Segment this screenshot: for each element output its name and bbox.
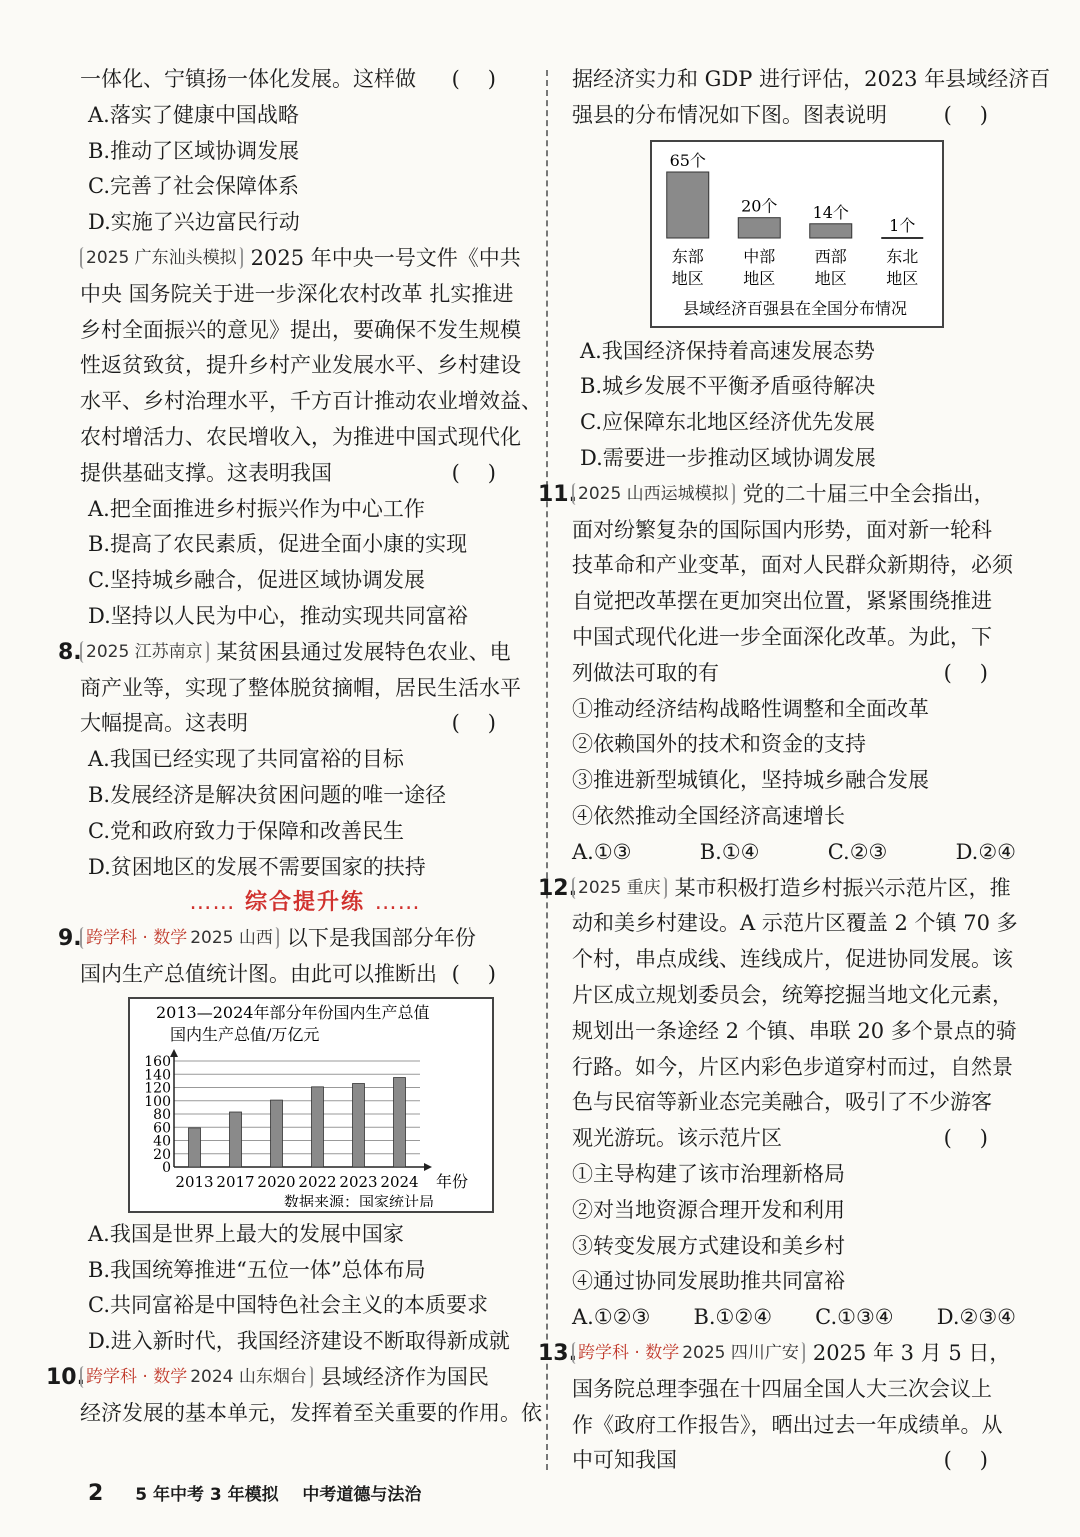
q12-choice-d[interactable]: D.②③④	[936, 1305, 1016, 1330]
q6-option-a[interactable]: A.落实了健康中国战略	[88, 102, 299, 127]
q12-item: ④通过协同发展助推共同富裕	[572, 1269, 845, 1294]
y-tick-label: 80	[153, 1106, 171, 1123]
q10-stem-line: 县域经济作为国民	[320, 1364, 489, 1389]
q10-stem-line: 据经济实力和 GDP 进行评估，2023 年县域经济百	[572, 67, 1051, 91]
gdp-bar	[189, 1128, 201, 1167]
q12-source-tag: 2025 重庆	[572, 877, 667, 899]
county-bar	[667, 172, 709, 238]
q12-stem-line: 规划出一条途经 2 个镇、串联 20 多个景点的骑	[572, 1018, 1017, 1043]
section-title	[80, 885, 530, 921]
y-tick-label: 60	[153, 1119, 171, 1136]
question-number: 9.	[58, 926, 82, 952]
q9-option-d[interactable]: D.进入新时代，我国经济建设不断取得新成就	[88, 1329, 510, 1354]
y-tick-label: 0	[162, 1159, 171, 1176]
question-8	[58, 635, 530, 886]
q11-stem-line: 党的二十届三中全会指出，	[742, 481, 995, 506]
q8-option-c[interactable]: C.党和政府致力于保障和改善民生	[88, 818, 404, 843]
q6-option-d[interactable]: D.实施了兴边富民行动	[88, 210, 300, 235]
x-tick-label: 2017	[216, 1172, 255, 1191]
question-10-rest	[572, 62, 1051, 477]
q7-stem-line: 性返贫致贫，提升乡村产业发展水平、乡村建设	[80, 353, 521, 378]
x-tick-label: 2022	[298, 1172, 337, 1191]
chart-title: 2013—2024年部分年份国内生产总值	[156, 1002, 430, 1022]
q10-source-tag	[80, 1366, 313, 1388]
y-tick-label: 120	[144, 1080, 171, 1097]
q12-choices	[572, 1300, 1022, 1336]
county-bar	[738, 217, 780, 237]
book-title: 5 年中考 3 年模拟	[135, 1485, 279, 1505]
question-6-tail	[80, 62, 530, 241]
y-tick-label: 140	[144, 1066, 171, 1083]
q7-option-c[interactable]: C.坚持城乡融合，促进区域协调发展	[88, 568, 425, 593]
question-12	[538, 871, 1022, 1336]
data-label: 14个	[812, 202, 849, 222]
q12-stem-line: 色与民宿等新业态完美融合，吸引了不少游客	[572, 1090, 992, 1115]
q11-item: ①推动经济结构战略性调整和全面改革	[572, 696, 929, 721]
q7-stem-line: 中央 国务院关于进一步深化农村改革 扎实推进	[80, 281, 514, 306]
q9-option-b[interactable]: B.我国统筹推进“五位一体”总体布局	[88, 1257, 426, 1282]
gdp-bar	[353, 1083, 365, 1166]
q13-stem-line: 国务院总理李强在十四届全国人大三次会议上	[572, 1376, 992, 1401]
q12-stem-line: 某市积极打造乡村振兴示范片区，推	[674, 875, 1011, 900]
data-label: 1个	[889, 215, 916, 235]
q9-stem-line: 以下是我国部分年份	[286, 926, 476, 951]
q12-choice-c[interactable]: C.①③④	[815, 1305, 894, 1330]
section-dots-right: ……	[374, 890, 421, 916]
q11-choices	[572, 835, 1022, 871]
question-7	[80, 241, 542, 635]
q11-stem-line: 面对纷繁复杂的国际国内形势，面对新一轮科	[572, 517, 992, 542]
q8-source-tag: 2025 江苏南京	[80, 641, 209, 663]
answer-blank[interactable]: ()	[943, 1126, 1016, 1151]
q7-option-b[interactable]: B.提高了农民素质，促进全面小康的实现	[88, 532, 468, 557]
q12-stem-line: 观光游玩。该示范片区	[572, 1126, 782, 1151]
q9-source-tag	[80, 927, 279, 949]
x-tick-label: 2013	[175, 1172, 214, 1191]
q10-tag-source: 2024 山东烟台	[190, 1366, 307, 1387]
y-axis-label: 国内生产总值/万亿元	[170, 1024, 320, 1044]
q13-stem-line: 作《政府工作报告》，晒出过去一年成绩单。从	[572, 1412, 1003, 1437]
q12-stem-line: 个村，串点成线、连线成片，促进协同发展。该	[572, 947, 1013, 972]
q11-choice-c[interactable]: C.②③	[827, 839, 888, 864]
category-label: 西部	[814, 246, 847, 266]
category-label: 东部	[671, 246, 704, 266]
question-13	[538, 1336, 1022, 1479]
right-column	[538, 62, 1051, 1479]
q12-choice-a[interactable]: A.①②③	[572, 1305, 651, 1330]
q10-option-a[interactable]: A.我国经济保持着高速发展态势	[580, 338, 875, 363]
q7-stem-line: 提供基础支撑。这表明我国	[80, 460, 332, 485]
question-number: 13.	[538, 1340, 577, 1366]
category-label: 地区	[814, 268, 847, 288]
q8-stem-line: 大幅提高。这表明	[80, 711, 248, 736]
q11-stem-line: 技革命和产业变革，面对人民群众新期待，必须	[572, 553, 1013, 578]
q12-stem-line: 动和美乡村建设。A 示范片区覆盖 2 个镇 70 多	[572, 911, 1018, 936]
left-column	[46, 62, 542, 1432]
q11-item: ②依赖国外的技术和资金的支持	[572, 732, 866, 757]
q11-choice-a[interactable]: A.①③	[572, 839, 632, 864]
page-number: 2	[88, 1481, 104, 1506]
category-label: 地区	[743, 268, 776, 288]
x-tick-label: 2023	[339, 1172, 378, 1191]
q9-option-c[interactable]: C.共同富裕是中国特色社会主义的本质要求	[88, 1293, 488, 1318]
county-bar	[810, 223, 852, 237]
x-tick-label: 2024	[380, 1172, 419, 1191]
gdp-chart-svg	[130, 999, 488, 1207]
q11-stem-line: 中国式现代化进一步全面深化改革。为此，下	[572, 624, 992, 649]
answer-blank[interactable]: ()	[943, 660, 1016, 685]
gdp-bar	[271, 1100, 283, 1167]
gdp-bar-chart	[128, 997, 494, 1213]
chart-title: 县域经济百强县在全国分布情况	[682, 298, 908, 318]
county-chart-svg	[652, 142, 938, 322]
q13-tag-source: 2025 四川广安	[682, 1342, 799, 1363]
q9-tag-subject: 跨学科 · 数学	[86, 928, 188, 949]
section-dots-left: ……	[189, 890, 236, 916]
y-axis-arrow	[170, 1049, 178, 1057]
chart-source: 数据来源：国家统计局	[284, 1192, 435, 1207]
q11-stem-line: 列做法可取的有	[572, 660, 719, 685]
q12-choice-b[interactable]: B.①②④	[693, 1305, 773, 1330]
q7-stem-line: 水平、乡村治理水平，千方百计推动农业增效益、	[80, 389, 542, 414]
answer-blank[interactable]: ()	[451, 711, 524, 736]
x-tick-label: 2020	[257, 1172, 296, 1191]
answer-blank[interactable]: ()	[943, 102, 1016, 127]
question-number: 8.	[58, 639, 82, 665]
q11-item: ④依然推动全国经济高速增长	[572, 803, 845, 828]
q11-choice-b[interactable]: B.①④	[699, 839, 760, 864]
q7-stem-line: 乡村全面振兴的意见》提出，要确保不发生规模	[80, 317, 521, 342]
q12-stem-line: 行路。如今，片区内彩色步道穿村而过，自然景	[572, 1054, 1013, 1079]
q7-option-d[interactable]: D.坚持以人民为中心，推动实现共同富裕	[88, 603, 468, 628]
category-label: 地区	[671, 268, 704, 288]
q10-option-d[interactable]: D.需要进一步推动区域协调发展	[580, 445, 876, 470]
q13-source-tag	[572, 1342, 805, 1364]
question-9	[58, 921, 530, 1360]
q10-tag-subject: 跨学科 · 数学	[86, 1366, 188, 1387]
q10-option-b[interactable]: B.城乡发展不平衡矛盾亟待解决	[580, 374, 876, 399]
q8-option-a[interactable]: A.我国已经实现了共同富裕的目标	[88, 747, 404, 772]
q13-tag-subject: 跨学科 · 数学	[578, 1342, 680, 1363]
q8-option-d[interactable]: D.贫困地区的发展不需要国家的扶持	[88, 854, 426, 879]
q6-option-c[interactable]: C.完善了社会保障体系	[88, 174, 299, 199]
q10-option-c[interactable]: C.应保障东北地区经济优先发展	[580, 410, 875, 435]
q11-stem-line: 自觉把改革摆在更加突出位置，紧紧围绕推进	[572, 589, 992, 614]
q11-source-tag: 2025 山西运城模拟	[572, 483, 735, 505]
category-label: 地区	[886, 268, 919, 288]
gdp-bar	[312, 1087, 324, 1167]
y-tick-label: 160	[144, 1053, 171, 1070]
q6-option-b[interactable]: B.推动了区域协调发展	[88, 138, 300, 163]
county-bar-chart	[650, 140, 944, 328]
answer-blank[interactable]: ()	[943, 1448, 1016, 1473]
q9-option-a[interactable]: A.我国是世界上最大的发展中国家	[88, 1221, 404, 1246]
q8-option-b[interactable]: B.发展经济是解决贫困问题的唯一途径	[88, 782, 447, 807]
q8-stem-line: 某贫困县通过发展特色农业、电	[216, 639, 511, 664]
y-tick-label: 100	[144, 1093, 171, 1110]
q13-stem-line: 2025 年 3 月 5 日，	[812, 1340, 1011, 1365]
x-axis-arrow	[424, 1163, 432, 1171]
q9-stem-line: 国内生产总值统计图。由此可以推断出	[80, 961, 437, 986]
x-axis-label: 年份	[436, 1171, 469, 1191]
data-label: 65个	[669, 150, 706, 170]
q7-stem-line: 农村增活力、农民增收入，为推进中国式现代化	[80, 424, 521, 449]
q13-stem-line: 中可知我国	[572, 1448, 677, 1473]
answer-blank[interactable]: ()	[451, 460, 524, 485]
answer-blank[interactable]: ()	[451, 67, 524, 91]
question-10-start	[46, 1360, 542, 1432]
answer-blank[interactable]: ()	[451, 961, 524, 986]
page-footer	[88, 1480, 421, 1506]
column-divider	[546, 70, 548, 1470]
q12-item: ①主导构建了该市治理新格局	[572, 1161, 845, 1186]
q12-item: ②对当地资源合理开发和利用	[572, 1197, 845, 1222]
q6-stem-line: 一体化、宁镇扬一体化发展。这样做	[80, 67, 416, 91]
subject-name: 中考道德与法治	[302, 1485, 422, 1505]
data-label: 20个	[741, 196, 778, 216]
q12-stem-line: 片区成立规划委员会，统筹挖掘当地文化元素，	[572, 982, 1013, 1007]
q7-source-tag: 2025 广东汕头模拟	[80, 247, 243, 269]
q8-stem-line: 商产业等，实现了整体脱贫摘帽，居民生活水平	[80, 675, 521, 700]
q11-choice-d[interactable]: D.②④	[955, 839, 1016, 864]
question-number: 12.	[538, 875, 577, 901]
q7-option-a[interactable]: A.把全面推进乡村振兴作为中心工作	[88, 496, 425, 521]
q9-tag-source: 2025 山西	[190, 928, 273, 949]
q11-item: ③推进新型城镇化，坚持城乡融合发展	[572, 768, 929, 793]
question-number: 11.	[538, 481, 577, 507]
q12-item: ③转变发展方式建设和美乡村	[572, 1233, 845, 1258]
question-number: 10.	[46, 1364, 85, 1390]
section-title-text: 综合提升练	[244, 890, 365, 916]
y-tick-label: 40	[153, 1133, 171, 1150]
category-label: 中部	[743, 246, 776, 266]
gdp-bar	[394, 1077, 406, 1166]
q10-stem-line: 经济发展的基本单元，发挥着至关重要的作用。依	[80, 1400, 542, 1425]
gdp-bar	[230, 1112, 242, 1167]
q10-stem-line: 强县的分布情况如下图。图表说明	[572, 102, 887, 127]
y-tick-label: 20	[153, 1146, 171, 1163]
category-label: 东北	[886, 246, 919, 266]
question-11	[538, 477, 1022, 871]
q7-stem-line: 2025 年中央一号文件《中共	[250, 245, 521, 270]
